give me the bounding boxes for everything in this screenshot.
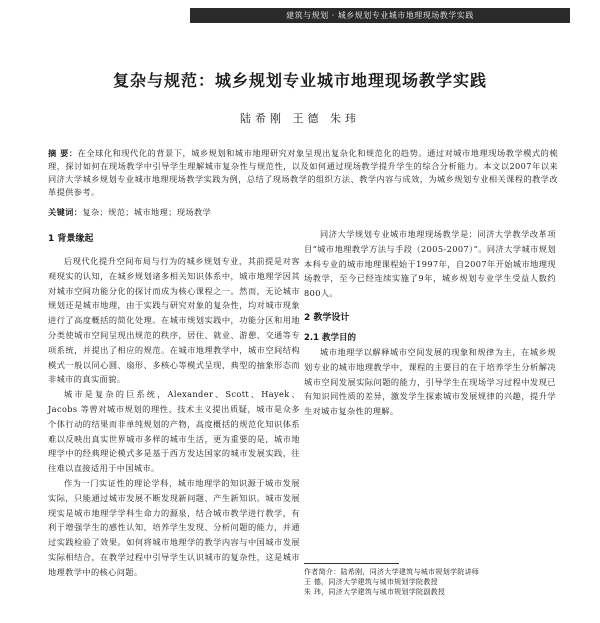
- paper-title: 复杂与规范：城乡规划专业城市地理现场教学实践: [112, 71, 487, 90]
- section-heading: 1 背景缘起: [48, 234, 94, 244]
- paragraph: 城市地理学以解释城市空间发展的现象和规律为主，在城乡规划专业的城市地理教学中，课程的主要目的在于培养学生分析解决城市空间发展实际问题的能力，引导学生在现场学习过程中发现已有知识同性质的差异，激发学生探索城市发展规律的兴趣，提升学生对城市复杂性的理解。: [304, 346, 556, 417]
- keywords-text: 复杂；规范；城市地理；现场教学: [82, 207, 212, 217]
- paragraph: 同济大学规划专业城市地理现场教学是：同济大学教学改革项目“城市地理教学方法与手段（2005-2007）”。同济大学城市规划本科专业的城市地理课程始于1997年，自2007年开始城市地理现场教学，至今已经连续实施了9年，城乡规划专业学生受益人数约800人。: [304, 229, 556, 299]
- keywords: [48, 206, 558, 219]
- keywords-label: 关键词：: [48, 207, 83, 217]
- right-column: [304, 227, 556, 419]
- paragraph: 城市是复杂的巨系统，Alexander、Scott、Hayek、Jacobs 等曾对城市规划的理性、技术主义提出质疑，城市是众多个体行动的结果而非单纯规划的产物，高度概括的规范化知识体系难以反映出真实世界城市多样的城市生活，更为重要的是，城市地理学中的经典理论模式多是基于西方发达国家的城市发展实践，往往难以直接适用于中国城市。: [48, 389, 300, 474]
- footnote: 王 德，同济大学建筑与城市规划学院教授: [304, 578, 438, 586]
- paragraph: 作为一门实证性的理论学科，城市地理学的知识源于城市发展实际，只能通过城市发展不断发现新问题、产生新知识。城市发展现实是城市地理学学科生命力的源泉，结合城市教学进行教学，有利于增强学生的感性认知，培养学生发现、分析问题的能力，并通过实践检验了效果。如何将城市地理学的教学内容与中国城市发展实际相结合，在教学过程中引导学生认识城市的复杂性，这是城市地理教学中的核心问题。: [48, 477, 300, 577]
- footnote: 朱 玮，同济大学建筑与城市规划学院副教授: [304, 588, 446, 596]
- author-name: 陆希刚: [240, 112, 285, 125]
- running-header-text: 建筑与规划 · 城乡规划专业城市地理现场教学实践: [286, 11, 474, 20]
- abstract-text: 在全球化和现代化的背景下，城乡规划和城市地理研究对象呈现出复杂化和规范化的趋势。通过对城市地理现场教学模式的梳理，探讨如何在现场教学中引导学生理解城市复杂性与规范性，以及如何通过现场教学提升学生的综合分析能力。本文以2007年以来同济大学城乡规划专业城市地理现场教学实践为例，总结了现场教学的组织方法、教学内容与成效，为城乡规划专业相关课程的教学改革提供参考。: [48, 148, 558, 197]
- footnotes: [304, 567, 564, 597]
- abstract-label: 摘 要：: [48, 148, 78, 158]
- abstract: [48, 147, 558, 199]
- section-heading: 2 教学设计: [304, 312, 350, 323]
- footnote: 作者简介：陆希刚，同济大学建筑与城市规划学院讲师: [304, 568, 480, 576]
- author-name: 朱玮: [330, 112, 360, 125]
- left-column: [48, 232, 300, 580]
- footnote-divider: [304, 563, 399, 564]
- author-list: [0, 110, 600, 126]
- running-header: [0, 0, 600, 30]
- subsection-heading: 2.1 教学目的: [304, 332, 357, 343]
- running-header-bar: [190, 8, 570, 23]
- paragraph: 后现代化提升空间布局与行为的城乡规划专业，其前提是对客观现实的认知，在城乡规划诸多相关知识体系中，城市地理学因其对城市空间功能分化的探讨而成为核心课程之一。然而，无论城市规划还是城市地理，由于实践与研究对象的复杂性，均对城市现象进行了高度概括的简化处理。在城市规划实践中，功能分区和用地分类使城市空间呈现出规范的秩序，居住、就业、游憩、交通等专项系统，并提出了相应的规范。在城市地理教学中，城市空间结构模式一般以同心圆、扇形、多核心等模式呈现，典型的抽象形态而非城市的真实面貌。: [48, 256, 300, 385]
- author-name: 王德: [292, 112, 323, 125]
